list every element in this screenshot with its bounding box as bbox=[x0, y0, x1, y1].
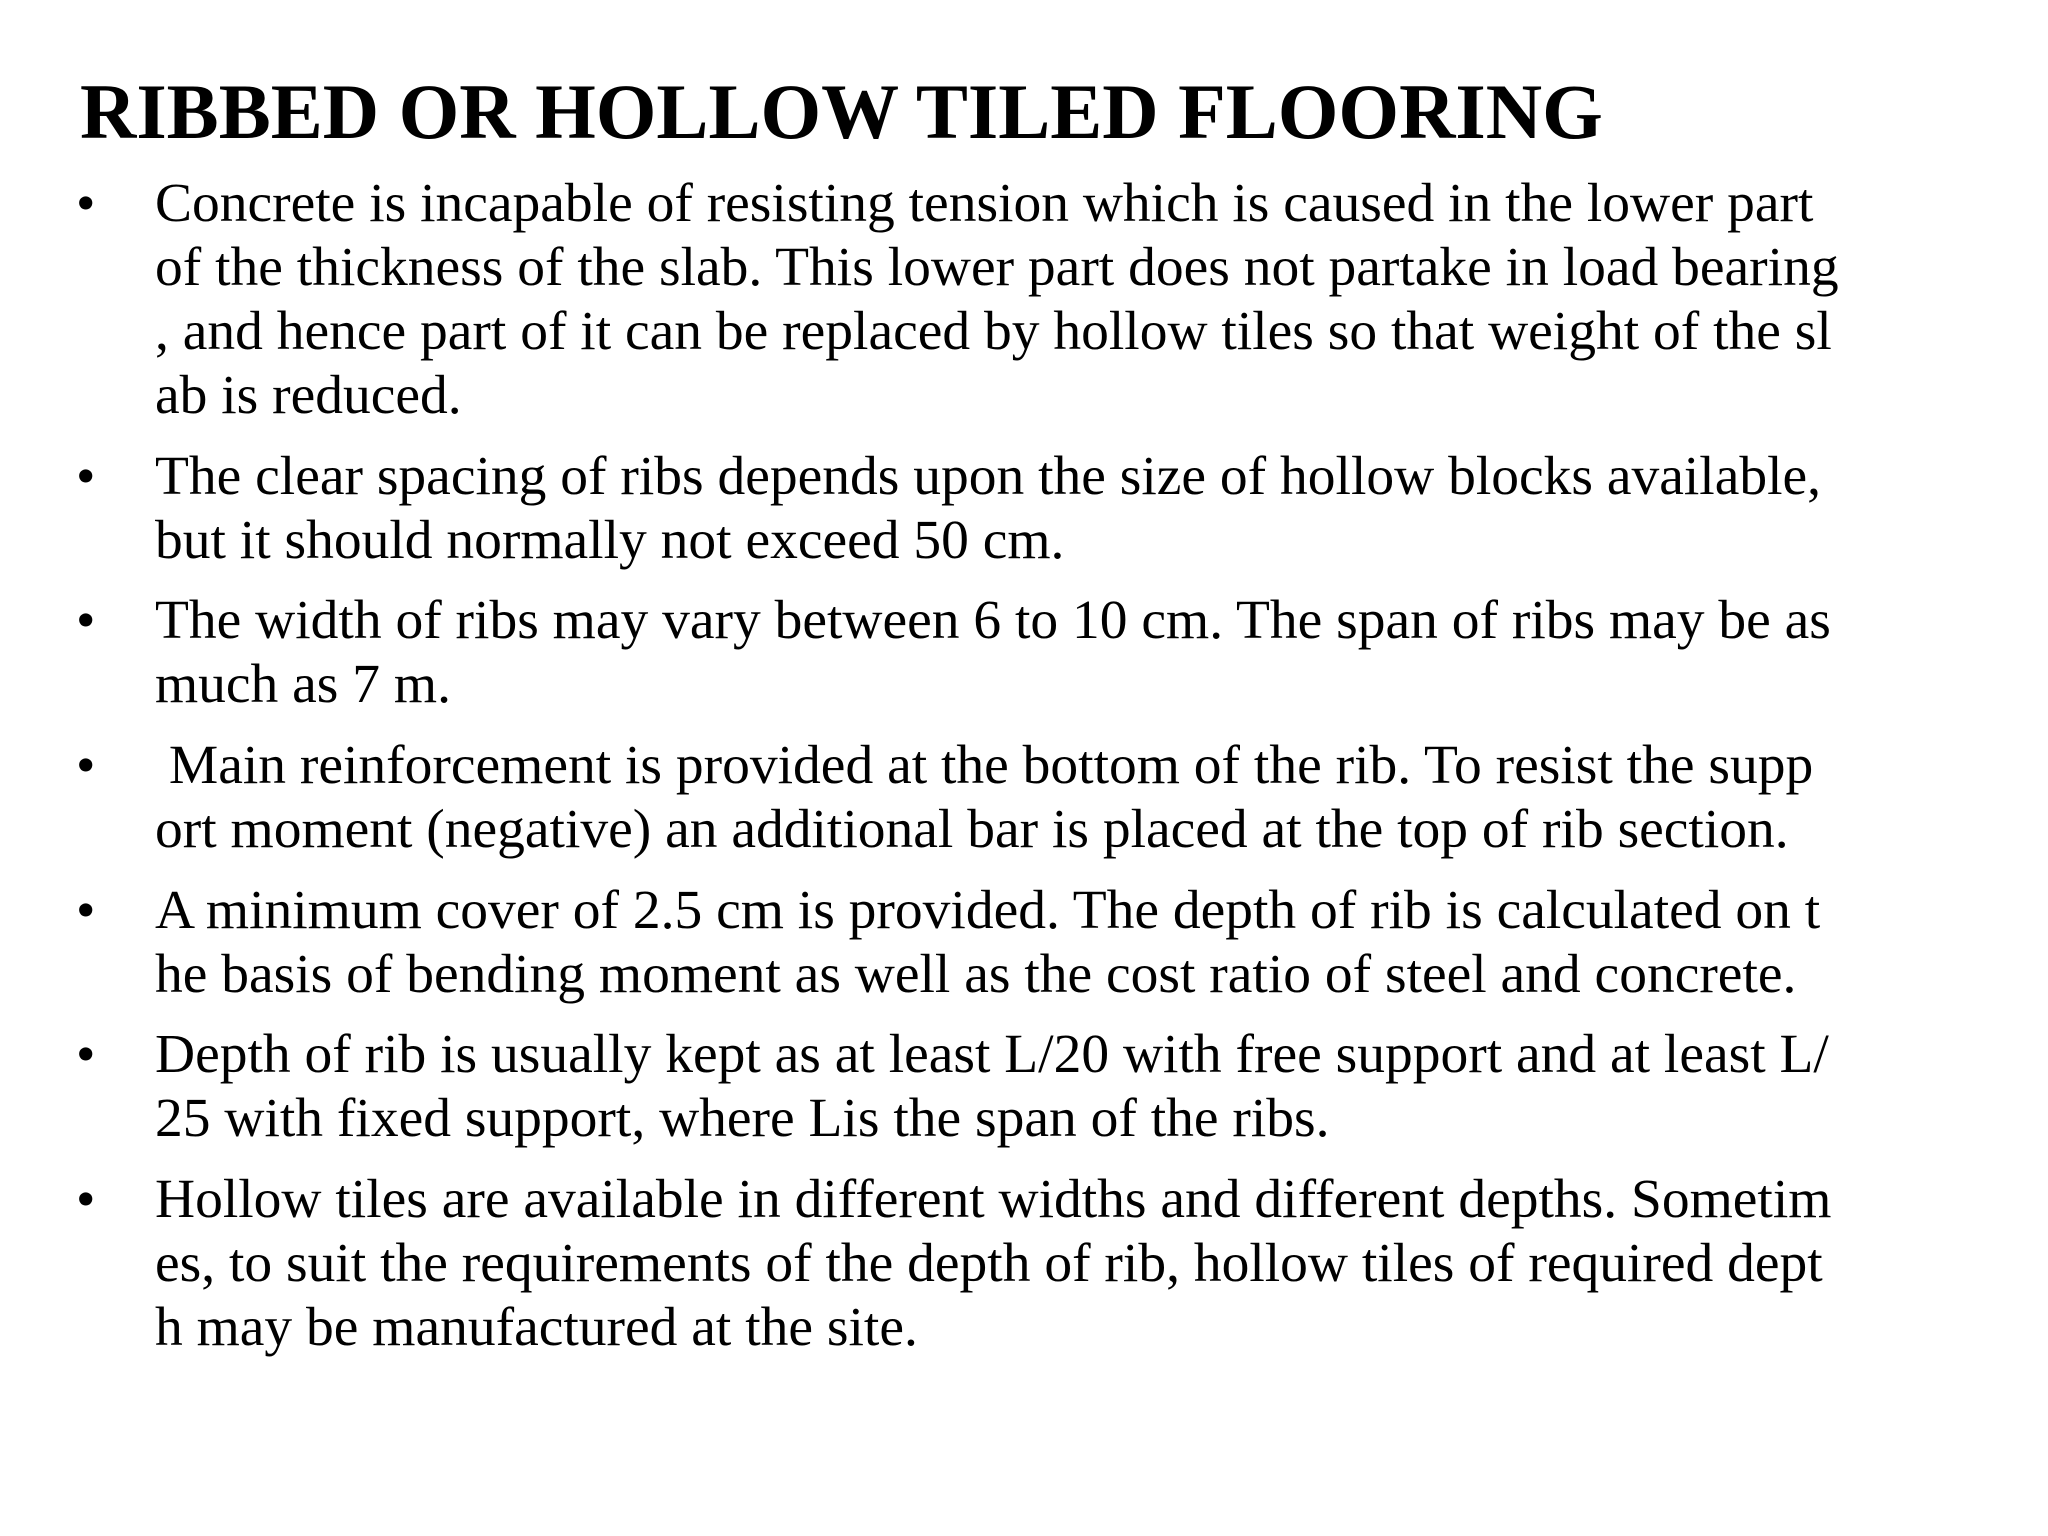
bullet-line: h may be manufactured at the site. bbox=[155, 1297, 918, 1358]
bullet-line: 25 with fixed support, where Lis the span of the ribs. bbox=[155, 1088, 1330, 1149]
bullet-line: es, to suit the requirements of the depth of rib, hollow tiles of required dept bbox=[155, 1233, 1823, 1294]
bullet-text bbox=[155, 1023, 2005, 1151]
bullet-text bbox=[155, 589, 2005, 717]
bullet-line: Main reinforcement is provided at the bottom of the rib. To resist the supp bbox=[155, 735, 1814, 796]
bullet-text bbox=[155, 734, 2005, 862]
bullet-line: ab is reduced. bbox=[155, 365, 462, 426]
bullet-dot: • bbox=[76, 446, 96, 507]
bullet-dot: • bbox=[76, 1169, 96, 1230]
bullet-line: A minimum cover of 2.5 cm is provided. The depth of rib is calculated on t bbox=[155, 880, 1821, 941]
bullet-line: , and hence part of it can be replaced by hollow tiles so that weight of the sl bbox=[155, 301, 1832, 362]
bullet-line: ort moment (negative) an additional bar is placed at the top of rib section. bbox=[155, 799, 1789, 860]
bullet-line: Concrete is incapable of resisting tension which is caused in the lower part bbox=[155, 173, 1814, 234]
bullet-line: Depth of rib is usually kept as at least L/20 with free support and at least L/ bbox=[155, 1024, 1829, 1085]
bullet-dot: • bbox=[76, 173, 96, 234]
bullet-dot: • bbox=[76, 590, 96, 651]
bullet-line: The clear spacing of ribs depends upon the size of hollow blocks available, bbox=[155, 446, 1822, 507]
bullet-dot: • bbox=[76, 735, 96, 796]
bullet-line: but it should normally not exceed 50 cm. bbox=[155, 510, 1065, 571]
bullet-text bbox=[155, 172, 2005, 428]
bullet-line: The width of ribs may vary between 6 to 10 cm. The span of ribs may be as bbox=[155, 590, 1831, 651]
bullet-dot: • bbox=[76, 880, 96, 941]
slide-title: RIBBED OR HOLLOW TILED FLOORING bbox=[80, 68, 1603, 155]
bullet-line: of the thickness of the slab. This lower part does not partake in load bearing bbox=[155, 237, 1839, 298]
bullet-dot: • bbox=[76, 1024, 96, 1085]
bullet-line: Hollow tiles are available in different widths and different depths. Sometim bbox=[155, 1169, 1832, 1230]
bullet-text bbox=[155, 445, 2005, 573]
bullet-line: he basis of bending moment as well as the cost ratio of steel and concrete. bbox=[155, 944, 1797, 1005]
bullet-line: much as 7 m. bbox=[155, 654, 451, 715]
bullet-text bbox=[155, 1168, 2005, 1360]
bullet-text bbox=[155, 879, 2005, 1007]
